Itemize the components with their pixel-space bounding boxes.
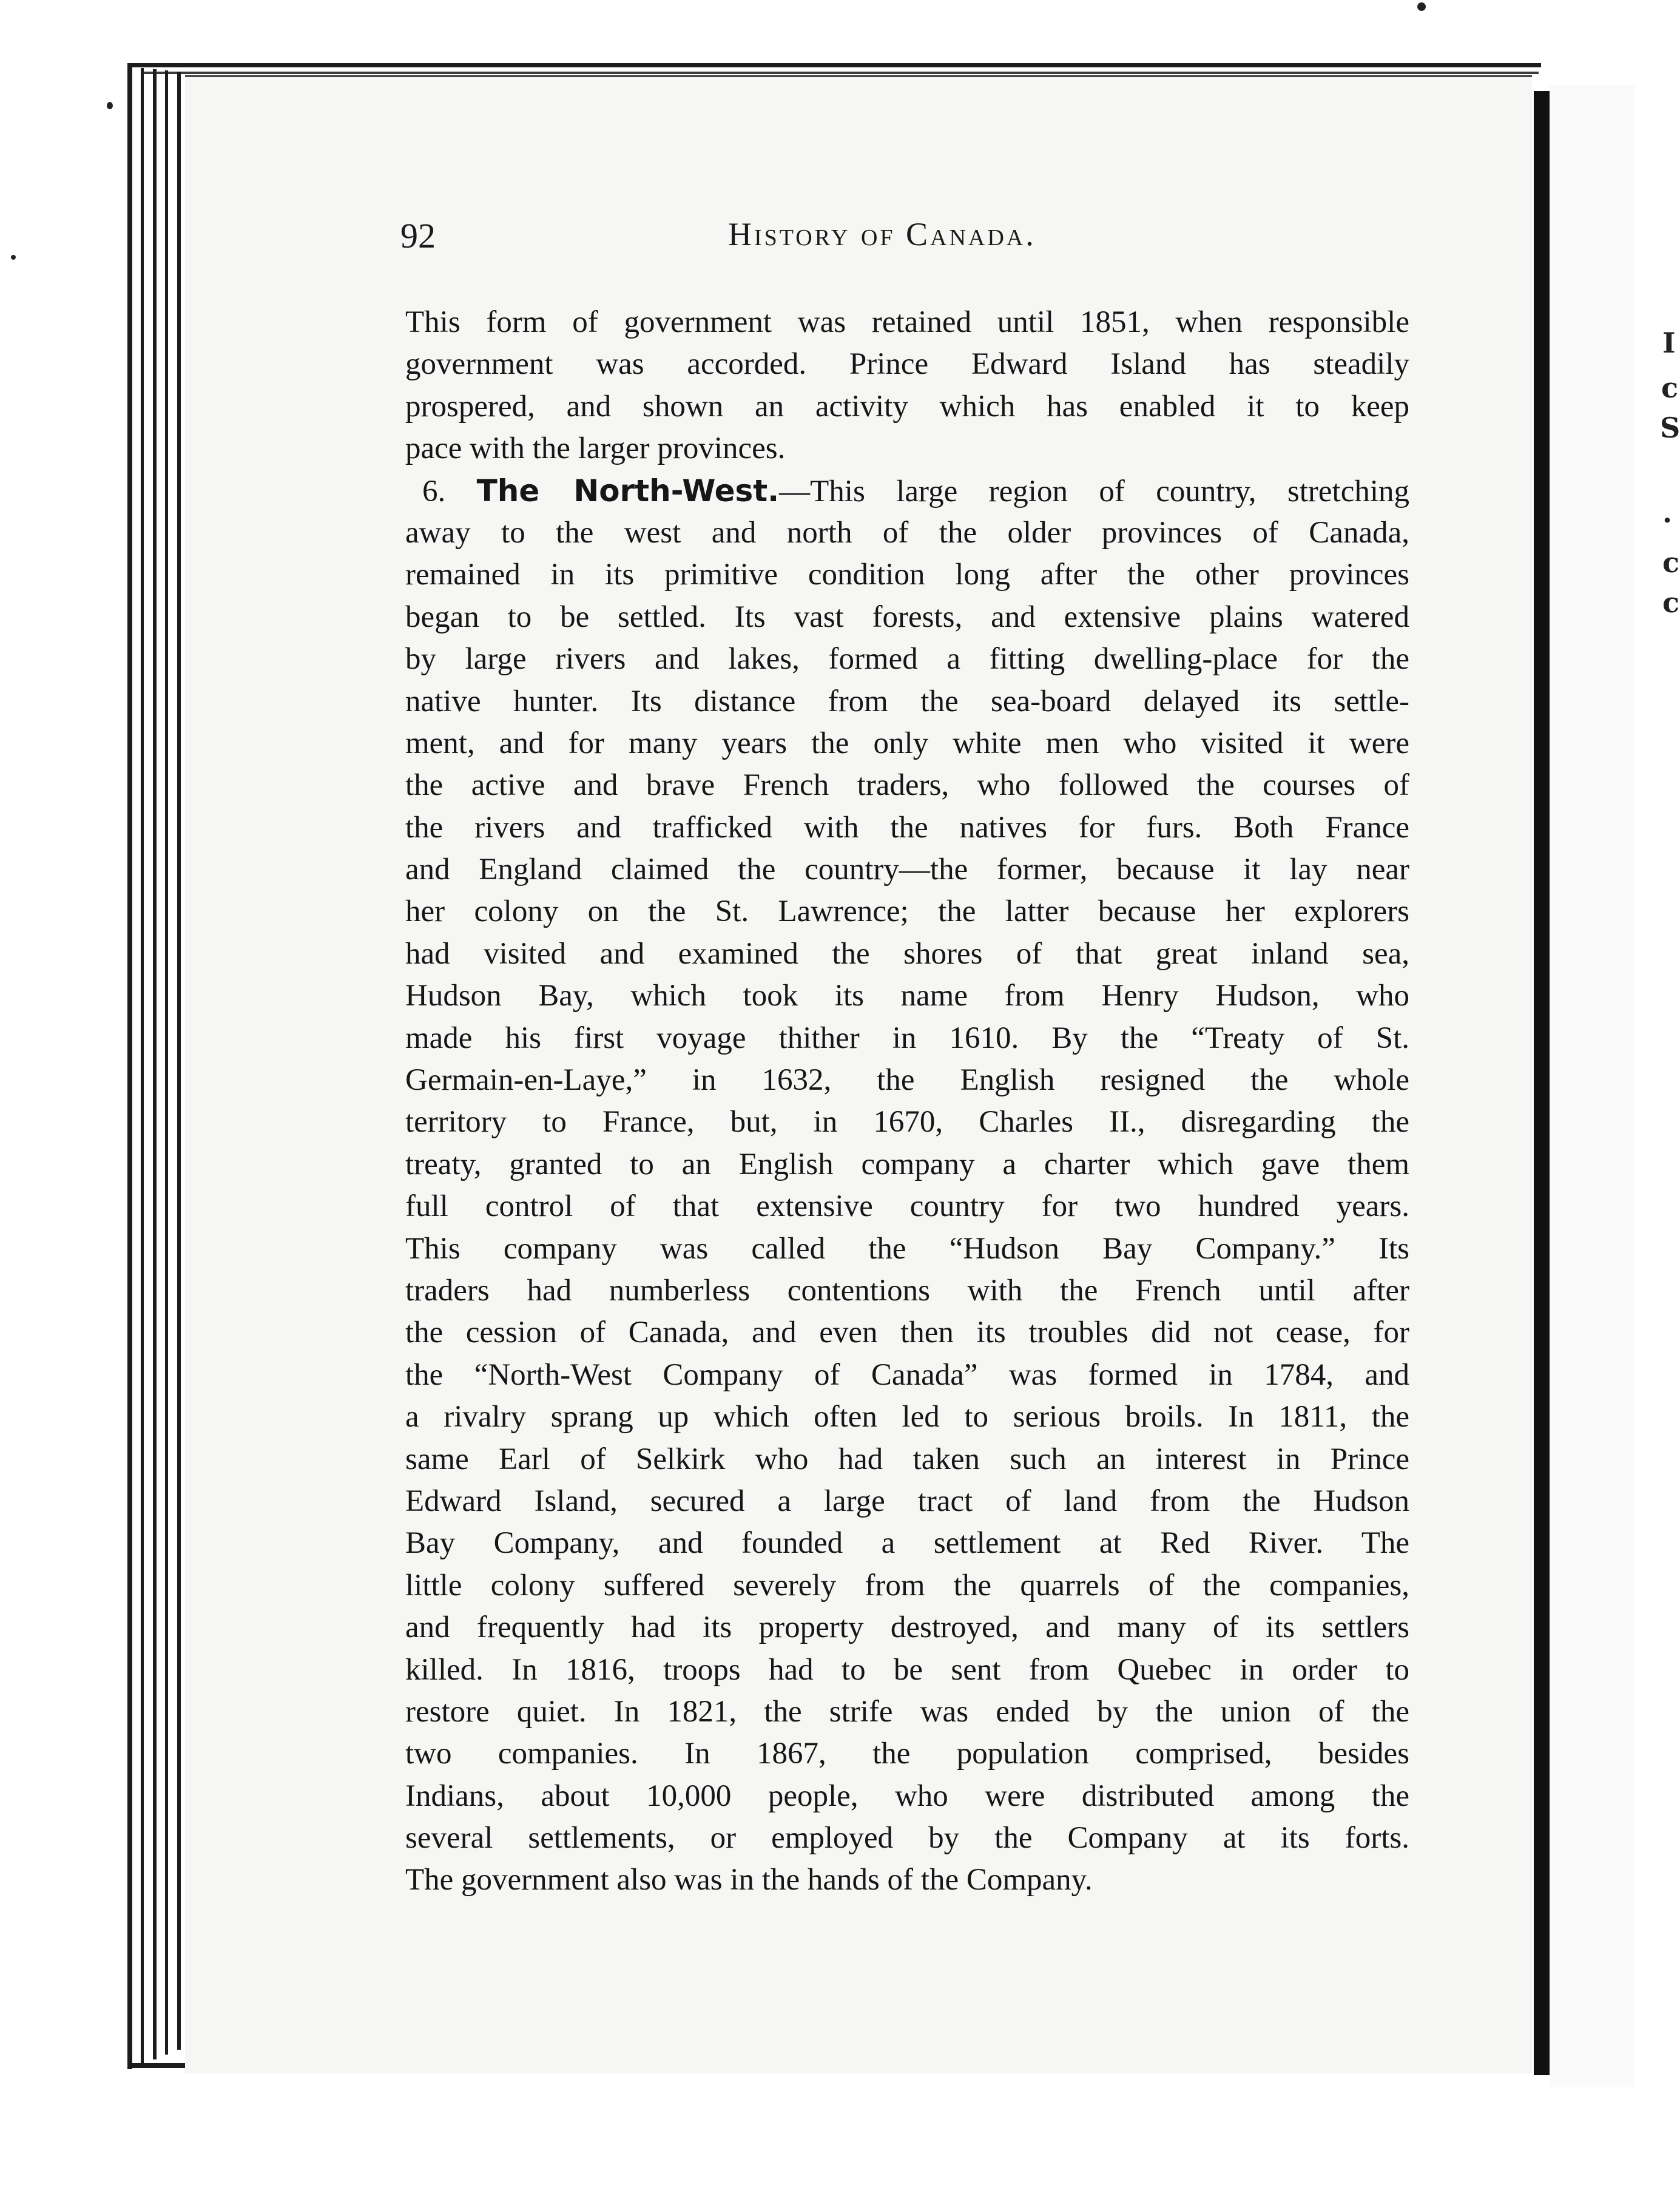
text-line: This form of government was retained until 1851, when responsible (405, 305, 1409, 339)
text-line: two companies. In 1867, the population comprised, besides (405, 1737, 1409, 1771)
text-line: the rivers and trafficked with the natives for furs. Both France (405, 810, 1409, 845)
text-line: several settlements, or employed by the Company at its forts. (405, 1821, 1409, 1856)
scan-speck (107, 102, 113, 109)
text-line: The government also was in the hands of the Company. (405, 1863, 1093, 1897)
facing-page-glyph: I (1662, 326, 1676, 359)
text-line: remained in its primitive condition long after the other provinces (405, 558, 1409, 592)
text-line: full control of that extensive country for two hundred years. (405, 1189, 1409, 1224)
book-edge-left (153, 69, 157, 2059)
text-line: treaty, granted to an English company a charter which gave them (405, 1147, 1409, 1181)
book-edge-top (127, 63, 1541, 67)
text-line: This company was called the “Hudson Bay Company.” Its (405, 1231, 1409, 1266)
text-line: her colony on the St. Lawrence; the latter because her explorers (405, 894, 1409, 929)
book-edge-left (127, 67, 132, 2069)
text-line: restore quiet. In 1821, the strife was ended by the union of the (405, 1694, 1409, 1729)
text-line: This large region of country, stretching (810, 474, 1409, 508)
text-line: the “North-West Company of Canada” was formed in 1784, and (405, 1357, 1409, 1392)
book-edge-top-inner (143, 72, 1539, 74)
text-line: Germain-en-Laye,” in 1632, the English resigned the whole (405, 1063, 1409, 1098)
text-line: a rivalry sprang up which often led to serious broils. In 1811, the (405, 1400, 1409, 1434)
facing-page-glyph: · (1662, 504, 1673, 536)
text-line: began to be settled. Its vast forests, and extensive plains watered (405, 600, 1409, 634)
text-line: had visited and examined the shores of that great inland sea, (405, 936, 1409, 971)
book-gutter (1534, 91, 1550, 2075)
running-header (400, 215, 1092, 270)
text-line: the active and brave French traders, who followed the courses of (405, 768, 1409, 803)
text-line: Edward Island, secured a large tract of land from the Hudson (405, 1484, 1409, 1518)
text-line: by large rivers and lakes, formed a fitting dwelling-place for the (405, 642, 1409, 677)
section-heading: The North-West. (476, 473, 780, 508)
book-edge-left (165, 70, 168, 2055)
facing-page-strip (1550, 85, 1634, 2087)
facing-page-glyph: c (1661, 371, 1679, 404)
book-edge-left (177, 72, 181, 2050)
text-line: territory to France, but, in 1670, Charles II., disregarding the (405, 1105, 1409, 1140)
facing-page-glyph: c (1662, 586, 1680, 619)
scan-speck (11, 255, 16, 260)
section-dash: — (779, 474, 811, 508)
text-line: traders had numberless contentions with the French until after (405, 1273, 1409, 1308)
text-line: ment, and for many years the only white men who visited it were (405, 726, 1409, 760)
text-line: native hunter. Its distance from the sea-board delayed its settle- (405, 684, 1409, 718)
text-line: and England claimed the country—the former, because it lay near (405, 853, 1409, 887)
text-line: Bay Company, and founded a settlement at Red River. The (405, 1526, 1409, 1561)
text-line: and frequently had its property destroyed, and many of its settlers (405, 1610, 1409, 1645)
text-line: Indians, about 10,000 people, who were distributed among the (405, 1778, 1409, 1813)
text-line: killed. In 1816, troops had to be sent from Quebec in order to (405, 1652, 1409, 1687)
text-line: prospered, and shown an activity which has enabled it to keep (405, 389, 1409, 424)
section-number: 6. (422, 474, 446, 508)
text-line: pace with the larger provinces. (405, 431, 786, 466)
facing-page-glyph: c (1662, 546, 1680, 579)
section-heading-line (405, 470, 1409, 512)
body-text (405, 302, 1409, 1902)
text-line: made his first voyage thither in 1610. By the “Treaty of St. (405, 1021, 1409, 1055)
text-line: Hudson Bay, which took its name from Henry Hudson, who (405, 979, 1409, 1013)
text-line: same Earl of Selkirk who had taken such an interest in Prince (405, 1442, 1409, 1476)
book-edge-left (141, 68, 144, 2064)
text-line: away to the west and north of the older provinces of Canada, (405, 515, 1409, 550)
text-line: the cession of Canada, and even then its troubles did not cease, for (405, 1316, 1409, 1350)
text-line: government was accorded. Prince Edward Island has steadily (405, 347, 1409, 382)
scan-speck (1417, 2, 1426, 11)
page-number: 92 (400, 216, 436, 255)
running-title: History of Canada. (728, 216, 1036, 252)
facing-page-glyph: S (1660, 411, 1680, 444)
text-line: little colony suffered severely from the quarrels of the companies, (405, 1568, 1409, 1603)
